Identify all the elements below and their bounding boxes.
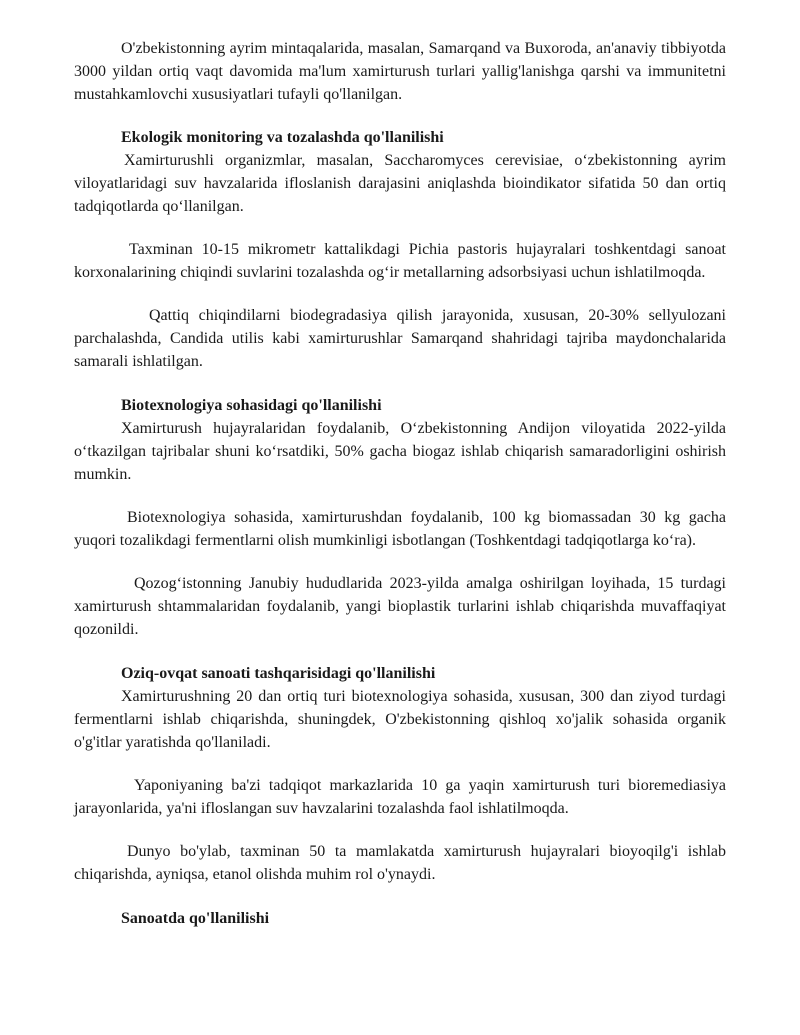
paragraph-biogas: Xamirturush hujayralaridan foydalanib, O‘zbekistonning Andijon viloyatida 2022-yilda o‘tkazilgan tajribalar shuni ko‘rsatdiki, 50% gacha biogaz ishlab chiqarish samaradorligini oshirish mumkin.: [74, 420, 726, 483]
paragraph-pichia-pastoris: Taxminan 10-15 mikrometr kattalikdagi Pichia pastoris hujayralari toshkentdagi sanoat korxonalarining chiqindi suvlarini tozalashda og‘ir metallarning adsorbsiyasi uchun ishlatilmoqda.: [74, 241, 726, 281]
heading-industrial-use: Sanoatda qo'llanilishi: [121, 910, 270, 927]
paragraph-bioindicator: Xamirturushli organizmlar, masalan, Saccharomyces cerevisiae, o‘zbekistonning ayrim viloyatlaridagi suv havzalarida ifloslanish darajasini aniqlashda bioindikator sifatida 50 dan ortiq tadqiqotlarda qo‘llanilgan.: [74, 152, 726, 215]
paragraph-organic-fertilizers: Xamirturushning 20 dan ortiq turi biotexnologiya sohasida, xususan, 300 dan ziyod turdagi fermentlarni ishlab chiqarishda, shuningdek, O'zbekistonning qishloq xo'jalik sohasida organik o'g'itlar yaratishda qo'llaniladi.: [74, 688, 726, 751]
heading-biotechnology: Biotexnologiya sohasidagi qo'llanilishi: [121, 397, 382, 414]
paragraph-candida-utilis: Qattiq chiqindilarni biodegradasiya qilish jarayonida, xususan, 20-30% sellyulozani parchalashda, Candida utilis kabi xamirturushlar Samarqand shahridagi tajriba maydonchalarida samarali ishlatilgan.: [74, 307, 726, 370]
heading-ecological-monitoring: Ekologik monitoring va tozalashda qo'llanilishi: [121, 129, 444, 146]
document-page: [74, 37, 726, 930]
paragraph-biofuel: Dunyo bo'ylab, taxminan 50 ta mamlakatda xamirturush hujayralari bioyoqilg'i ishlab chiqarishda, ayniqsa, etanol olishda muhim rol o'ynaydi.: [74, 843, 726, 883]
paragraph-traditional-medicine: O'zbekistonning ayrim mintaqalarida, masalan, Samarqand va Buxoroda, an'anaviy tibbiyotda 3000 yildan ortiq vaqt davomida ma'lum xamirturush turlari yallig'lanishga qarshi va immunitetni mustahkamlovchi xususiyatlari tufayli qo'llanilgan.: [74, 40, 726, 103]
paragraph-enzymes: Biotexnologiya sohasida, xamirturushdan foydalanib, 100 kg biomassadan 30 kg gacha yuqori tozalikdagi fermentlarni olish mumkinligi isbotlangan (Toshkentdagi tadqiqotlarga ko‘ra).: [74, 509, 726, 549]
paragraph-bioremediation: Yaponiyaning ba'zi tadqiqot markazlarida 10 ga yaqin xamirturush turi bioremediasiya jarayonlarida, ya'ni ifloslangan suv havzalarini tozalashda faol ishlatilmoqda.: [74, 777, 726, 817]
heading-non-food-industry: Oziq-ovqat sanoati tashqarisidagi qo'llanilishi: [121, 665, 436, 682]
paragraph-bioplastic: Qozog‘istonning Janubiy hududlarida 2023-yilda amalga oshirilgan loyihada, 15 turdagi xamirturush shtammalaridan foydalanib, yangi bioplastik turlarini ishlab chiqarishda muvaffaqiyat qozonildi.: [74, 575, 726, 638]
